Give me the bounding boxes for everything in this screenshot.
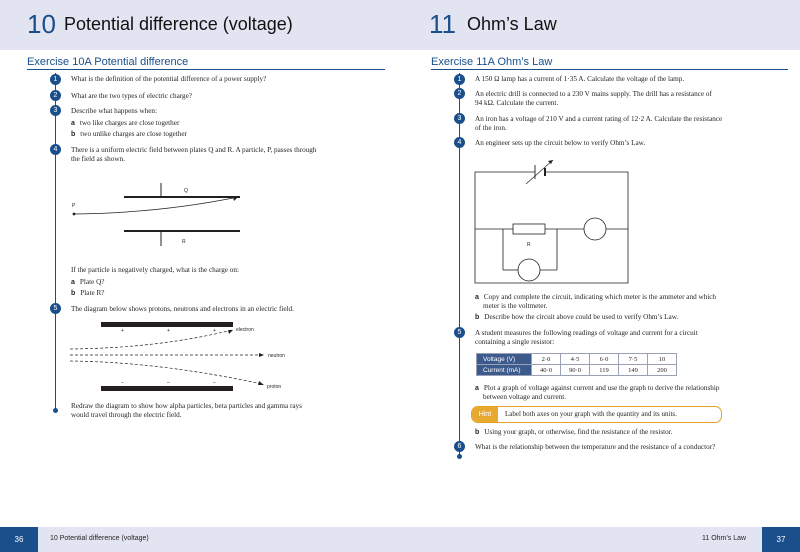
label-electron: electron: [236, 327, 254, 333]
page-footer: [0, 527, 400, 552]
label-r: R: [182, 239, 186, 245]
question-text: Describe what happens when:: [71, 107, 158, 115]
chapter-number: 10: [27, 9, 56, 39]
question-text: 94 kΩ. Calculate the current.: [475, 99, 559, 107]
table-row: [477, 354, 677, 365]
meter-series: [584, 218, 606, 240]
hint-box: [471, 406, 722, 423]
question-number: 1: [454, 74, 465, 85]
label-resistor: R: [527, 242, 531, 248]
table-cell: 10: [648, 354, 677, 365]
question-number: 4: [50, 144, 61, 155]
label-proton: proton: [267, 384, 282, 390]
right-page: [400, 0, 800, 552]
sub-letter: b: [475, 314, 480, 321]
question-text: between voltage and current.: [483, 393, 567, 401]
label-q: Q: [184, 188, 188, 194]
sub-letter: a: [71, 120, 75, 127]
table-cell: 149: [619, 365, 648, 376]
footer-chapter: 10 Potential difference (voltage): [50, 535, 149, 542]
minus-sign: –: [121, 380, 124, 386]
exercise-title: Exercise 10A Potential difference: [27, 56, 189, 68]
question-text: What is the definition of the potential difference of a power supply?: [71, 75, 267, 83]
sub-letter: b: [71, 290, 76, 297]
question-text: the field as shown.: [71, 155, 125, 163]
table-cell: 2·0: [532, 354, 561, 365]
sub-letter: a: [71, 279, 75, 286]
minus-sign: –: [213, 380, 216, 386]
question-number: 2: [50, 90, 61, 101]
question-text: containing a single resistor:: [475, 338, 555, 346]
sub-question-text: Copy and complete the circuit, indicating which meter is the ammeter and which: [483, 293, 717, 301]
table-cell: 6·0: [590, 354, 619, 365]
sub-letter: a: [475, 385, 479, 392]
sub-question: [475, 428, 673, 437]
hint-text: Label both axes on your graph with the quantity and its units.: [505, 410, 677, 418]
question-text: Redraw the diagram to show how alpha particles, beta particles and gamma rays: [71, 402, 302, 410]
meter-parallel: [518, 259, 540, 281]
table-cell: 7·5: [619, 354, 648, 365]
neutron-arrowhead: [259, 353, 264, 357]
sub-question-text: Using your graph, or otherwise, find the resistance of the resistor.: [484, 428, 673, 436]
sub-question-text: Plate Q?: [79, 278, 105, 286]
row-header: Current (mA): [477, 365, 532, 376]
label-neutron: neutron: [268, 353, 285, 359]
question-text: There is a uniform electric field between plates Q and R. A particle, P, passes through: [71, 146, 317, 154]
sub-question-text: two unlike charges are close together: [80, 130, 187, 138]
table-cell: 90·0: [561, 365, 590, 376]
question-text: What is the relationship between the temperature and the resistance of a conductor?: [475, 443, 716, 451]
sub-question: [475, 293, 716, 302]
question-text: meter is the voltmeter.: [483, 302, 548, 310]
question-number: 6: [454, 441, 465, 452]
question-text: of the iron.: [475, 124, 507, 132]
question-text: An iron has a voltage of 210 V and a current rating of 12·2 A. Calculate the resistance: [475, 115, 723, 123]
sub-letter: a: [475, 294, 479, 301]
positive-plate: [101, 322, 233, 327]
question-text: If the particle is negatively charged, what is the charge on:: [71, 266, 239, 274]
question-number: 2: [454, 88, 465, 99]
question-text: An electric drill is connected to a 230 V mains supply. The drill has a resistance of: [475, 90, 712, 98]
exercise-title: Exercise 11A Ohm’s Law: [431, 56, 553, 68]
page-number: 37: [762, 527, 800, 552]
sub-question: [475, 313, 678, 322]
table-cell: 4·5: [561, 354, 590, 365]
sub-question-text: Describe how the circuit above could be used to verify Ohm’s Law.: [484, 313, 679, 321]
question-text: A 150 Ω lamp has a current of 1·35 A. Calculate the voltage of the lamp.: [475, 75, 685, 83]
chapter-title: Ohm’s Law: [467, 14, 557, 34]
table-cell: 40·0: [532, 365, 561, 376]
page-footer: [400, 527, 800, 552]
voltage-current-table: [476, 353, 677, 376]
footer-chapter: 11 Ohm’s Law: [702, 535, 747, 542]
sub-question-text: two like charges are close together: [79, 119, 180, 127]
chapter-title: Potential difference (voltage): [64, 14, 293, 34]
table-row: [477, 365, 677, 376]
question-text: An engineer sets up the circuit below to verify Ohm’s Law.: [475, 139, 646, 147]
resistor: [513, 224, 545, 234]
question-number: 5: [454, 327, 465, 338]
row-header: Voltage (V): [477, 354, 532, 365]
circuit-diagram: [400, 0, 800, 552]
sub-letter: b: [71, 131, 76, 138]
plus-sign: +: [167, 328, 170, 334]
sub-letter: b: [475, 429, 480, 436]
question-text: The diagram below shows protons, neutrons and electrons in an electric field.: [71, 305, 294, 313]
question-number: 4: [454, 137, 465, 148]
hint-label: Hint: [472, 407, 498, 422]
proton-arrowhead: [258, 381, 264, 385]
page-number: 36: [0, 527, 38, 552]
electron-path: [70, 330, 232, 349]
minus-sign: –: [167, 380, 170, 386]
sub-question: [475, 384, 719, 393]
question-number: 3: [454, 113, 465, 124]
plus-sign: +: [213, 328, 216, 334]
question-number: 1: [50, 74, 61, 85]
question-text: A student measures the following readings of voltage and current for a circuit: [475, 329, 698, 337]
sub-question-text: Plate R?: [80, 289, 105, 297]
electron-arrowhead: [228, 330, 233, 334]
question-text: would travel through the electric field.: [71, 411, 182, 419]
label-p: P: [72, 203, 76, 209]
plus-sign: +: [121, 328, 124, 334]
negative-plate: [101, 386, 233, 391]
proton-path: [70, 361, 262, 384]
chapter-number: 11: [429, 9, 456, 39]
table-cell: 119: [590, 365, 619, 376]
sub-question-text: Plot a graph of voltage against current and use the graph to derive the relationship: [483, 384, 720, 392]
table-cell: 200: [648, 365, 677, 376]
question-text: What are the two types of electric charge?: [71, 92, 192, 100]
question-number: 3: [50, 105, 61, 116]
question-number: 5: [50, 303, 61, 314]
